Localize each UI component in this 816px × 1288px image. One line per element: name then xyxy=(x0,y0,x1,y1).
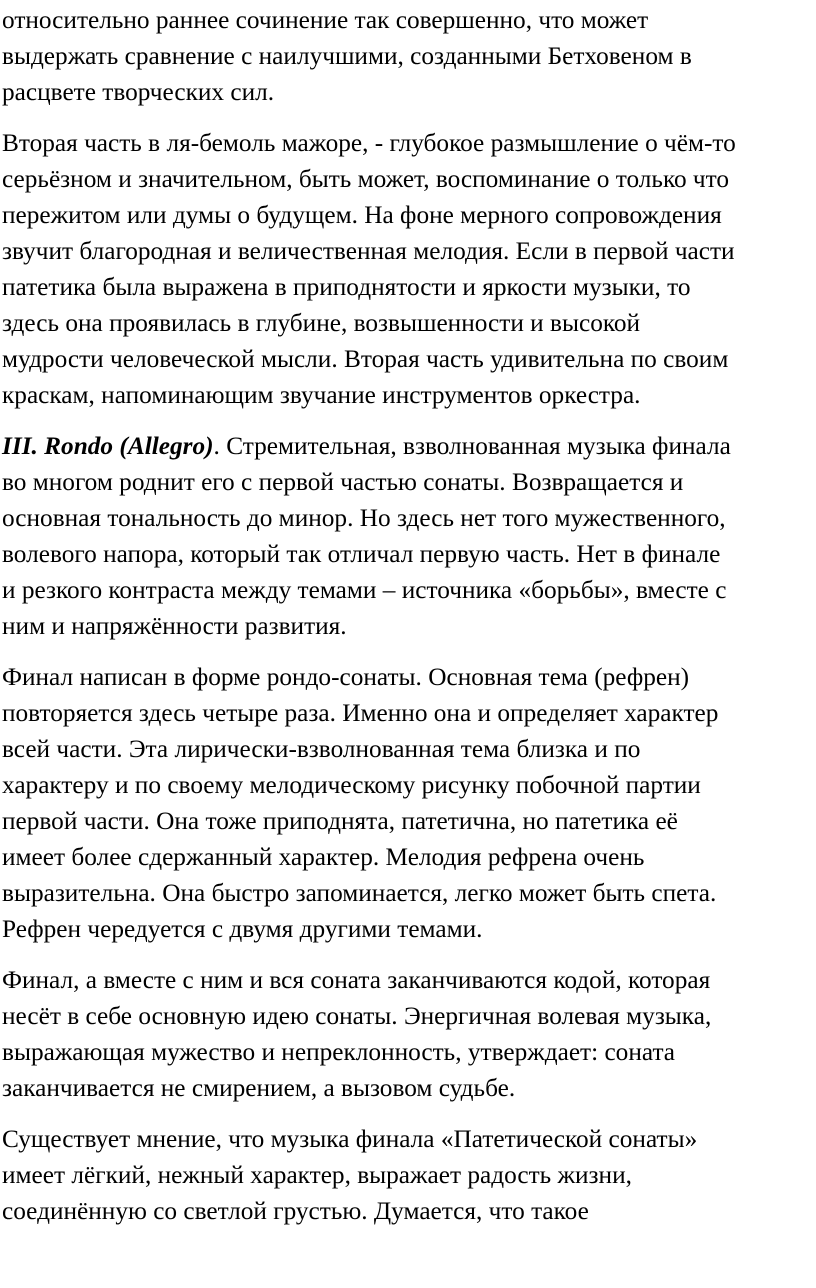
paragraph-coda: Финал, а вместе с ним и вся соната заканчиваются кодой, которая несёт в себе основную идею сонаты. Энергичная волевая музыка, выражающая мужество и непреклонность, утверждает: соната заканчивается не смирением, а вызовом судьбе. xyxy=(2,966,712,1102)
paragraph-rondo-sonata-form: Финал написан в форме рондо-сонаты. Основная тема (рефрен) повторяется здесь четыре раза. Именно она и определяет характер всей части. Эта лирически-взволнованная тема близка и по характеру и по своему мелодическому рисунку побочной партии первой части. Она тоже приподнята, патетична, но патетика её имеет более сдержанный характер. Мелодия рефрена очень выразительна. Она быстро запоминается, легко может быть спета. Рефрен чередуется с двумя другими темами. xyxy=(2,663,719,943)
rondo-text: . Стремительная, взволнованная музыка финала во многом роднит его с первой частью сонаты. Возвращается и основная тональность до минор. Но здесь нет того мужественного, волевого напора, который так отличал первую часть. Нет в финале и резкого контраста между темами – источника «борьбы», вместе с ним и напряжённости развития. xyxy=(2,432,731,640)
paragraph-sonata-early-work: относительно раннее сочинение так совершенно, что может выдержать сравнение с наилучшими, созданными Бетховеном в расцвете творческих сил. xyxy=(2,6,692,106)
rondo-heading: III. Rondo (Allegro) xyxy=(2,432,214,460)
paragraph-rondo-finale xyxy=(2,428,816,644)
paragraph-second-movement: Вторая часть в ля-бемоль мажоре, - глубокое размышление о чём-то серьёзном и значительном, быть может, воспоминание о только что пережитом или думы о будущем. На фоне мерного сопровождения звучит благородная и величественная мелодия. Если в первой части патетика была выражена в приподнятости и яркости музыки, то здесь она проявилась в глубине, возвышенности и высокой мудрости человеческой мысли. Вторая часть удивительна по своим краскам, напоминающим звучание инструментов оркестра. xyxy=(2,129,736,409)
paragraph-finale-opinion: Существует мнение, что музыка финала «Патетической сонаты» имеет лёгкий, нежный характер, выражает радость жизни, соединённую со светлой грустью. Думается, что такое xyxy=(2,1125,698,1225)
